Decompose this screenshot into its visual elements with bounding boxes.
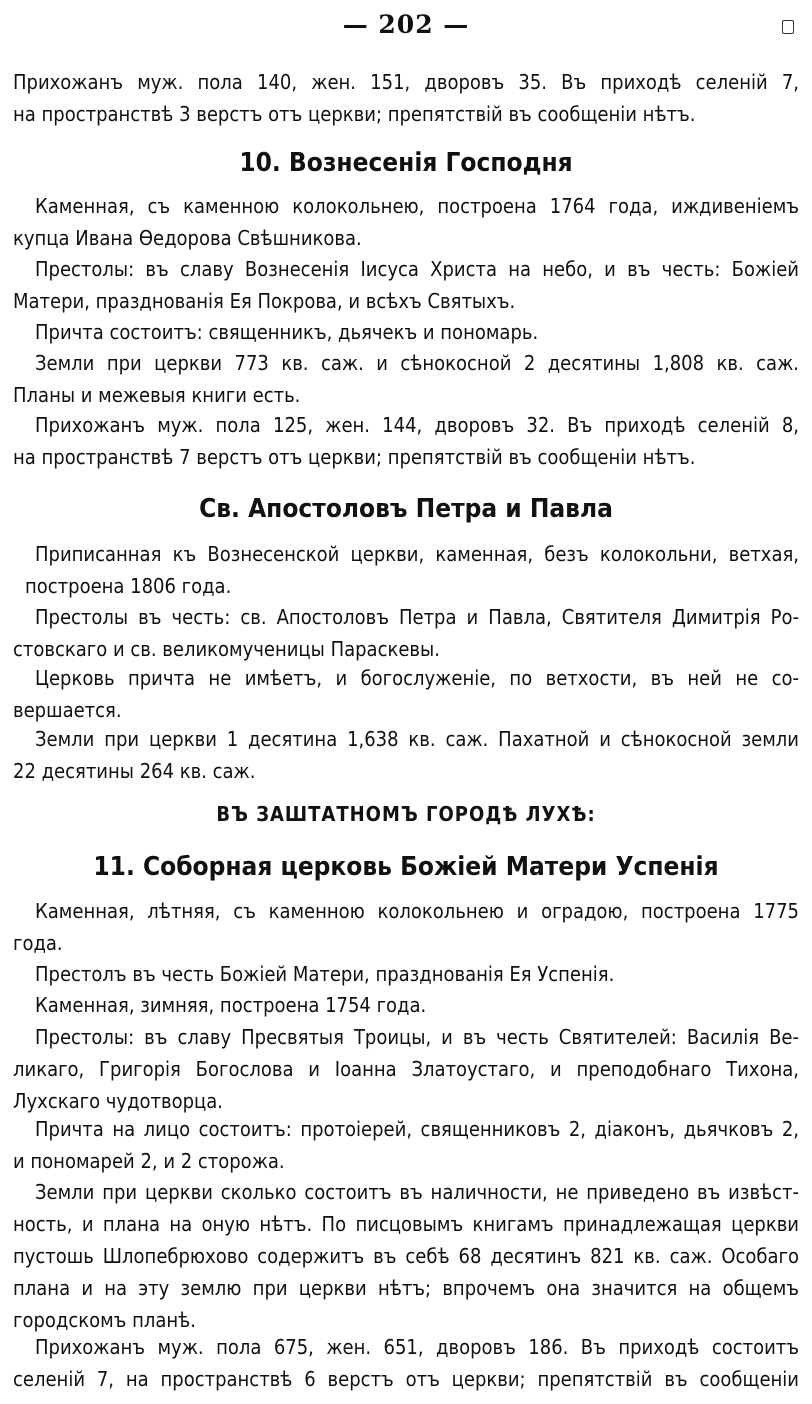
text-line: Земли при церкви 773 кв. саж. и сѣнокосной 2 десятины 1,808 кв. саж.: [35, 351, 799, 375]
paragraph: [13, 538, 799, 602]
text-line: года.: [13, 931, 63, 955]
text-line: Каменная, зимняя, построена 1754 года.: [35, 993, 427, 1017]
paragraph: [13, 190, 799, 254]
text-line: Земли при церкви 1 десятина 1,638 кв. саж. Пахатной и сѣнокосной земли: [35, 727, 799, 751]
text-line: Престолы: въ славу Пресвятыя Троицы, и въ честь Святителей: Василія Ве-: [35, 1025, 799, 1049]
text-line: Прихожанъ муж. пола 140, жен. 151, дворовъ 35. Въ приходѣ селеній 7,: [13, 70, 799, 94]
text-line: Лухскаго чудотворца.: [13, 1089, 224, 1113]
paragraph: [13, 316, 799, 348]
text-line: пустошь Шлопебрюхово содержитъ въ себѣ 68 десятинъ 821 кв. саж. Особаго: [13, 1244, 799, 1268]
paragraph: [13, 989, 799, 1021]
paragraph: [13, 1021, 799, 1117]
text-line: Планы и межевыя книги есть.: [13, 383, 301, 407]
paragraph: [13, 723, 799, 787]
scan-edge-mark: [782, 20, 794, 34]
text-line: Приписанная къ Вознесенской церкви, каменная, безъ колокольни, ветхая,: [35, 542, 799, 566]
paragraph: [13, 1331, 799, 1395]
paragraph: [13, 347, 799, 411]
text-line: Каменная, съ каменною колокольнею, построена 1764 года, иждивеніемъ: [35, 194, 799, 218]
text-line: Прихожанъ муж. пола 675, жен. 651, дворовъ 186. Въ приходѣ состоитъ: [35, 1335, 799, 1359]
section-heading-cathedral: 11. Соборная церковь Божіей Матери Успенія: [93, 852, 719, 882]
town-section-heading: ВЪ ЗАШТАТНОМЪ ГОРОДѢ ЛУХѢ:: [216, 802, 596, 826]
text-line: и пономарей 2, и 2 сторожа.: [13, 1149, 285, 1173]
text-line: Престолы въ честь: св. Апостоловъ Петра и Павла, Святителя Димитрія Ро-: [35, 605, 799, 629]
paragraph: [13, 1113, 799, 1177]
text-line: Престолъ въ честь Божіей Матери, празднованія Ея Успенія.: [35, 962, 615, 986]
paragraph: [13, 409, 799, 473]
paragraph: [13, 601, 799, 665]
text-line: вершается.: [13, 698, 122, 722]
text-line: стовскаго и св. великомученицы Параскевы.: [13, 637, 440, 661]
text-line: Причта на лицо состоитъ: протоіерей, священниковъ 2, діаконъ, дьячковъ 2,: [35, 1117, 799, 1141]
text-line: Матери, празднованія Ея Покрова, и всѣхъ Святыхъ.: [13, 289, 516, 313]
text-line: Престолы: въ славу Вознесенія Іисуса Христа на небо, и въ честь: Божіей: [35, 257, 799, 281]
text-line: плана и на эту землю при церкви нѣтъ; впрочемъ она значится на общемъ: [13, 1276, 799, 1300]
text-line: Причта состоитъ: священникъ, дьячекъ и пономарь.: [35, 320, 539, 344]
opening-paragraph: [13, 66, 799, 130]
page-number: — 202 —: [342, 10, 470, 39]
text-line: Земли при церкви сколько состоитъ въ наличности, не приведено въ извѣст-: [35, 1180, 799, 1204]
section-heading-ascension: 10. Вознесенія Господня: [239, 148, 573, 178]
text-line: построена 1806 года.: [25, 574, 232, 598]
text-line: купца Ивана Ѳедорова Свѣшникова.: [13, 226, 362, 250]
text-line: ликаго, Григорія Богослова и Іоанна Златоустаго, и преподобнаго Тихона,: [13, 1057, 799, 1081]
text-line: селеній 7, на пространствѣ 6 верстъ отъ церкви; препятствій въ сообщеніи: [13, 1367, 799, 1391]
text-line: Церковь причта не имѣетъ, и богослуженіе, по ветхости, въ ней не со-: [35, 666, 799, 690]
section-heading-apostles: Св. Апостоловъ Петра и Павла: [199, 494, 613, 524]
paragraph: [13, 1176, 799, 1336]
text-line: городскомъ планѣ.: [13, 1308, 196, 1332]
text-line: 22 десятины 264 кв. саж.: [13, 759, 256, 783]
text-line: на пространствѣ 3 верстъ отъ церкви; препятствій въ сообщеніи нѣтъ.: [13, 102, 696, 126]
text-line: Каменная, лѣтняя, съ каменною колокольнею и оградою, построена 1775: [35, 899, 799, 923]
text-line: Прихожанъ муж. пола 125, жен. 144, дворовъ 32. Въ приходѣ селеній 8,: [35, 413, 799, 437]
paragraph: [13, 253, 799, 317]
text-line: ность, и плана на оную нѣтъ. По писцовымъ книгамъ принадлежащая церкви: [13, 1212, 799, 1236]
paragraph: [13, 958, 799, 990]
text-line: на пространствѣ 7 верстъ отъ церкви; препятствій въ сообщеніи нѣтъ.: [13, 445, 696, 469]
paragraph: [13, 662, 799, 726]
paragraph: [13, 895, 799, 959]
